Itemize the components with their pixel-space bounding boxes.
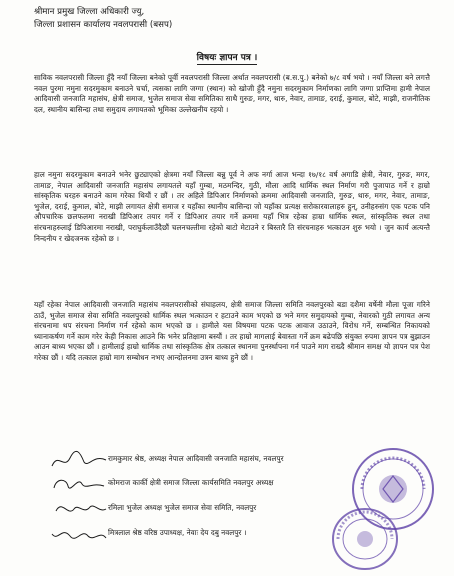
paragraph-3: यहाँ रहेका नेपाल आदिवासी जनजाति महासंघ नवलपरासीको संघाहलय, क्षेत्री समाज जिल्ला समिति नवलपुरको बडा दशैमा वर्षेनी मौला पूजा गरिने ठाउँ, भुजेल समाज सेवा समिति नवलपुरको धार्मिक स्थल भत्काउन र हटाउने काम भएको छ भने मगर समुदायको गुम्बा, नेवारको गुठी लगायत अन्य संरचनामा थप संरचना निर्माण गर्न रहेको काम भएको छ । हामीले यस विषयमा पटक पटक आवाज उठाउने, विरोध गर्ने, सम्बन्धित निकायको ध्यानाकर्षण गर्ने काम गरेर केही निकास आउने कि भनेर प्रतिक्षामा बस्यौं । तर हाम्रो मागलाई बेवास्ता गर्ने क्रम बढेपछि संयुक्त रुपमा ज्ञापन पत्र बुझाउन आउन बाध्य भएका छौं । हामीलाई हाम्रो धार्मिक तथा सांस्कृतिक क्षेत्र तत्काल स्थानमा पुनर्स्थापना गर्न पाउने माग राख्दै श्रीमान समक्ष यो ज्ञापन पत्र पेश गरेका छौं । यदि तत्काल हाम्रो माग सम्बोधन नभए आन्दोलनमा उत्रन बाध्य हुने छौं । (34, 300, 430, 362)
signatory-1: रामकुमार श्रेष्ठ, अध्यक्ष नेपाल आदिवासी जनजाति महासंघ, नवलपुर (108, 454, 284, 463)
signature-row-3 (48, 497, 358, 521)
handwritten-signature-3 (48, 497, 110, 521)
signature-row-1 (48, 448, 358, 472)
addressee-line-1: श्रीमान प्रमुख जिल्ला अधिकारी ज्यु, (34, 7, 145, 17)
subject-text: विषयः ज्ञापन पत्र । (196, 53, 258, 63)
signatory-4: मित्रलाल श्रेष्ठ वरिष्ठ उपाध्यक्ष, नेवाः देय दबु नवलपुर । (108, 528, 247, 537)
paragraph-1: साविक नवलपरासी जिल्ला हुँदै नयाँ जिल्ला बनेको पूर्वी नवलपरासी जिल्ला अर्थात नवलपरासी (ब.स.पु.) बनेको ७/८ वर्ष भयो । नयाँ जिल्ला बने लगत्तै नवल पुरमा नमुना सदरमुकाम बनाउने चर्चा, त्यसका लागि जग्गा (स्थान) को खोजी हुँदै नमुना सदरमुकाम निर्माणका लागि जग्गा प्राप्तिमा हामी नेपाल आदिवासी जनजाति महासंघ, क्षेत्री समाज, भुजेल समाज सेवा समितिका साथै गुरुङ, मगर, थारु, नेवार, तामाङ, दराई, कुमाल, बोटे, माझी, राजनीतिक दल, स्थानीय बासिन्दा तथा समुदाय लगायतको भूमिका उल्लेखनीय रहयो । (34, 73, 430, 114)
paragraph-2: हाल नमुना सदरमुकाम बनाउने भनेर छुट्याएको क्षेत्रमा नयाँ जिल्ला बन्नु पूर्व ने अफ नर्गा आज भन्दा १७/१८ वर्ष अगाडि क्षेत्री, नेवार, गुरुङ, मगर, तामाङ, नेपाल आदिवासी जनजाति महासंघ लगायतले यहाँ गुम्बा, मठमन्दिर, गुठी, मौला आदि धार्मिक स्थल निर्माण गरी पुजापाठ गर्ने र हाम्रो सांस्कृतिक घरहरु बनाउने काम गरेका थियौं र छौं । तर अहिले डिपिआर निर्माणको क्रममा आदिवासी जनजाति, गुरुङ, थारु, मगर, नेवार, तामाङ, भुजेल, दराई, कुमाल, बोटे, माझी लगायत क्षेत्री समाज र यहाँका स्थानीय बासिन्दा जो यहाँका प्रत्यक्ष सरोकारवालाहरु हुन्, उनीहरुसंग एक पटक पनि औपचारिक छलफलमा नराखी डिपिआर तयार गर्ने र डिपिआर तयार गर्ने क्रममा यहाँ भित्र रहेका हाम्रा धार्मिक स्थल, सांस्कृतिक स्थल तथा संरचनाहरुलाई डिपिआरमा नराखी, पराघुर्कलाउँदैछौं चलनचल्तीमा रहेको बाटो मेटाउने र बिस्तारै ति संरचनाहरु भत्काउन शुरु भयो । जुन कार्य अत्यन्तै निन्दनीय र खेदजनक रहेको छ । (34, 170, 430, 243)
society-seal-stamp (330, 506, 400, 572)
signatory-2: कोमराज कार्की क्षेत्री समाज जिल्ला कार्यसमिति नवलपुर अध्यक्ष (108, 478, 274, 487)
subject-heading (0, 50, 454, 63)
signature-row-2 (48, 472, 358, 496)
addressee-line-2: जिल्ला प्रशासन कार्यालय नवलपरासी (बसप) (34, 20, 173, 30)
signature-row-4 (48, 522, 358, 546)
addressee-block (34, 6, 172, 32)
handwritten-signature-2 (48, 472, 110, 496)
handwritten-signature-1 (48, 448, 110, 472)
signatory-3: रमिला भुजेल अध्यक्ष भुजेल समाज सेवा समिति, नवलपुर (108, 503, 257, 512)
handwritten-signature-4 (48, 522, 110, 546)
